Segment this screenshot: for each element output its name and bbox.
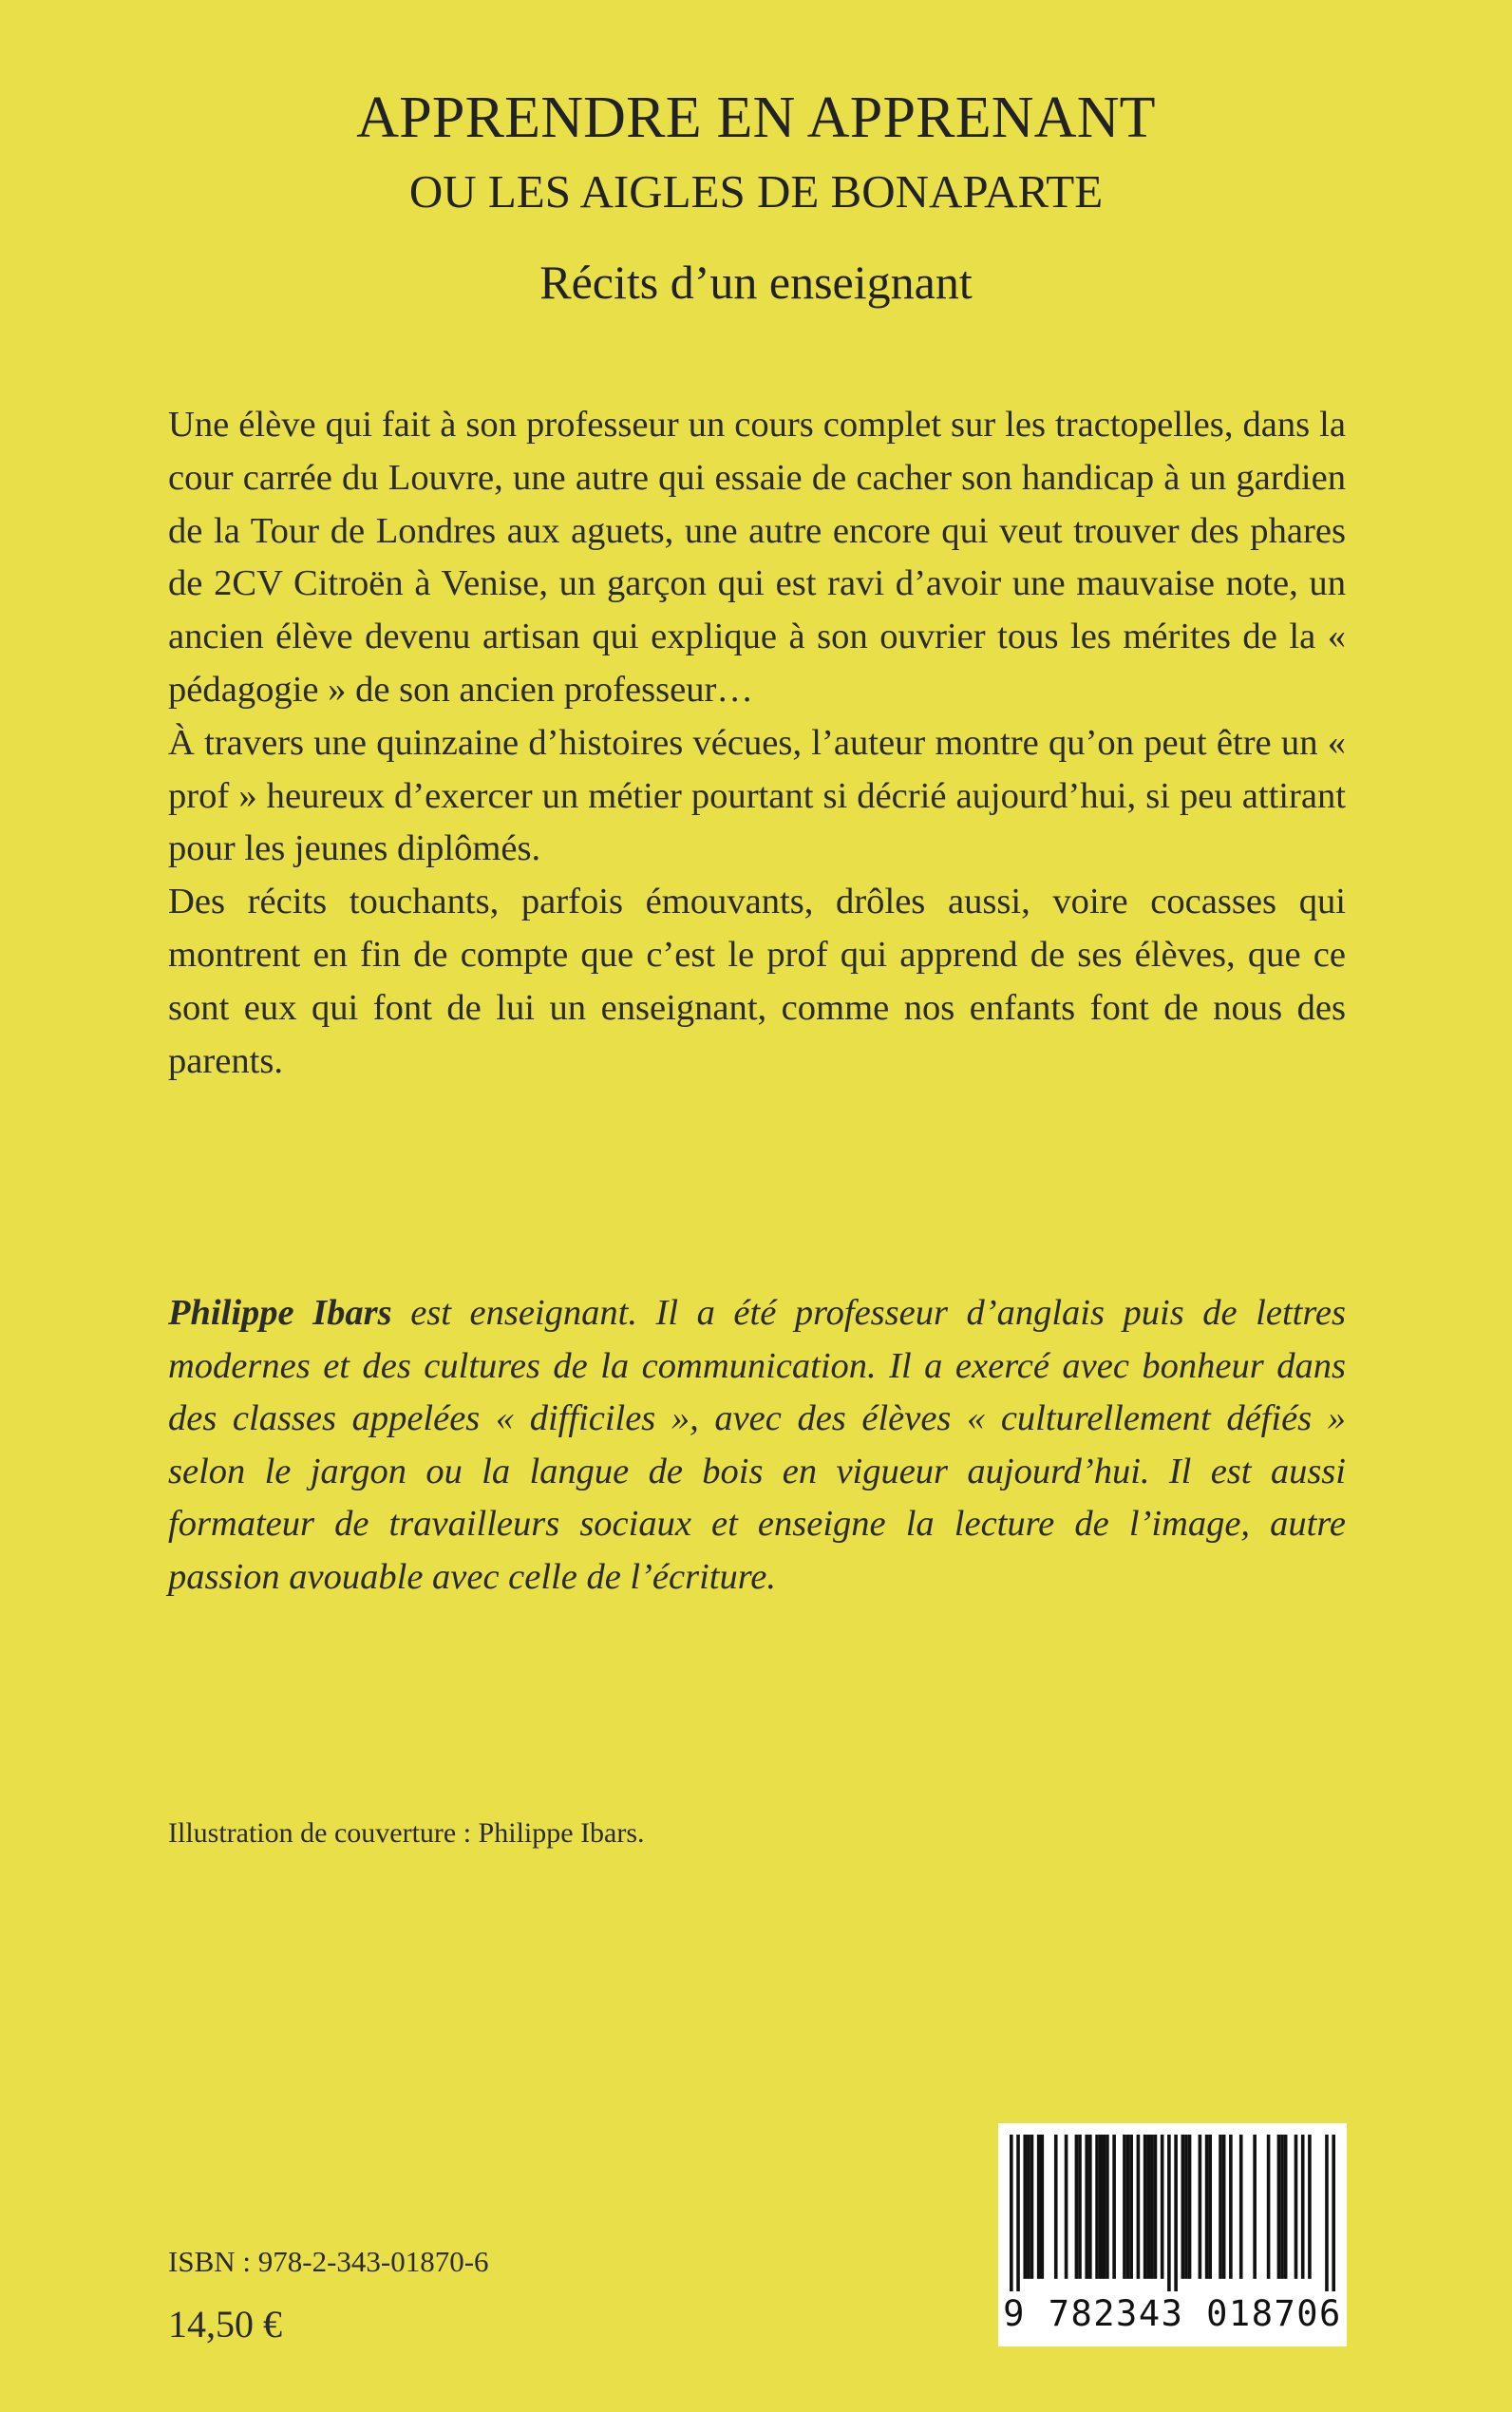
barcode-bar <box>1280 2135 1284 2279</box>
barcode-bar <box>1188 2135 1192 2279</box>
barcode-bar <box>1332 2135 1335 2291</box>
barcode-bar <box>1184 2135 1188 2279</box>
blurb-paragraph-1: Une élève qui fait à son professeur un cours complet sur les tractopelles, dans la cour carrée du Louvre, une autre qui essaie de cacher son handicap à un gardien de la Tour de Londres aux aguets, une autre encore qui veut trouver des phares de 2CV Citroën à Venise, un garçon qui est ravi d’avoir une mauvaise note, un ancien élève devenu artisan qui explique à son ouvrier tous les mérites de la « pédagogie » de son ancien professeur… <box>168 405 1346 710</box>
barcode-bar <box>1325 2135 1329 2291</box>
barcode-bar <box>1016 2135 1020 2291</box>
barcode-bar <box>1161 2135 1164 2279</box>
barcode-bar <box>1229 2135 1233 2279</box>
barcode-bar <box>1154 2135 1158 2279</box>
barcode-bar <box>1030 2135 1034 2279</box>
barcode-bar <box>1065 2135 1068 2279</box>
barcode-bar <box>1239 2135 1243 2279</box>
book-title: APPRENDRE EN APPRENANT <box>356 85 1156 150</box>
author-bio <box>168 1287 1346 1605</box>
barcode-bar <box>1099 2135 1103 2279</box>
book-title-subline: OU LES AIGLES DE BONAPARTE <box>408 165 1104 218</box>
barcode-bar <box>1284 2135 1288 2279</box>
barcode-bar <box>1253 2135 1257 2279</box>
barcode-bar <box>1143 2135 1147 2279</box>
barcode-bar <box>1199 2135 1202 2279</box>
author-name: Philippe Ibars <box>168 1293 392 1333</box>
barcode <box>998 2123 1347 2346</box>
barcode-bar <box>1027 2135 1030 2279</box>
barcode-bar <box>1037 2135 1041 2279</box>
barcode-bar <box>1078 2135 1082 2279</box>
barcode-bar <box>1129 2135 1133 2279</box>
barcode-bar <box>1054 2135 1058 2279</box>
illustration-credit: Illustration de couverture : Philippe Ibars. <box>168 1817 645 1849</box>
barcode-bar <box>1112 2135 1116 2279</box>
barcode-bar <box>1095 2135 1099 2279</box>
isbn: ISBN : 978-2-343-01870-6 <box>168 2245 489 2278</box>
barcode-bar <box>1208 2135 1212 2279</box>
barcode-number: 9 782343 018706 <box>1003 2293 1342 2334</box>
barcode-bar <box>1181 2135 1185 2279</box>
blurb <box>168 399 1346 1088</box>
barcode-bar <box>1146 2135 1150 2279</box>
barcode-bar <box>1301 2135 1305 2279</box>
barcode-bar <box>1150 2135 1154 2279</box>
book-subtitle: Récits d’un enseignant <box>539 256 973 309</box>
barcode-bar <box>1023 2135 1027 2279</box>
barcode-bar <box>1106 2135 1109 2279</box>
barcode-bar <box>1102 2135 1106 2279</box>
blurb-paragraph-3: Des récits touchants, parfois émouvants, drôles aussi, voire cocasses qui montrent en fin de compte que c’est le prof qui apprend de ses élèves, que ce sont eux qui font de lui un enseignant, comme nos enfants font de nous des parents. <box>168 882 1346 1081</box>
barcode-bar <box>1123 2135 1126 2279</box>
author-bio-text: est enseignant. Il a été professeur d’anglais puis de lettres modernes et des cultures de la communication. Il a exercé avec bonheur dans des classes appelées « difficiles », avec des élèves « culturellement défiés » selon le jargon ou la langue de bois en vigueur aujourd’hui. Il est aussi formateur de travailleurs sociaux et enseigne la lecture de l’image, autre passion avouable avec celle de l’écriture. <box>168 1293 1346 1597</box>
barcode-bars <box>1010 2135 1335 2291</box>
barcode-bar <box>1308 2135 1312 2279</box>
barcode-bar <box>1040 2135 1044 2279</box>
barcode-bar <box>1222 2135 1226 2279</box>
barcode-bar <box>1126 2135 1130 2279</box>
barcode-bar <box>1219 2135 1222 2279</box>
barcode-bar <box>1267 2135 1271 2279</box>
barcode-bar <box>1010 2135 1013 2291</box>
barcode-bar <box>1137 2135 1141 2279</box>
barcode-bar <box>1205 2135 1209 2279</box>
barcode-bar <box>1295 2135 1298 2279</box>
price: 14,50 € <box>168 2303 282 2346</box>
barcode-bar <box>1167 2135 1171 2291</box>
barcode-bar <box>1075 2135 1079 2279</box>
barcode-bar <box>1088 2135 1092 2279</box>
barcode-bar <box>1085 2135 1088 2279</box>
barcode-bar <box>1277 2135 1281 2279</box>
barcode-bar <box>1174 2135 1178 2291</box>
blurb-paragraph-2: À travers une quinzaine d’histoires vécues, l’auteur montre qu’on peut être un « prof » heureux d’exercer un métier pourtant si décrié aujourd’hui, si peu attirant pour les jeunes diplômés. <box>168 722 1346 869</box>
